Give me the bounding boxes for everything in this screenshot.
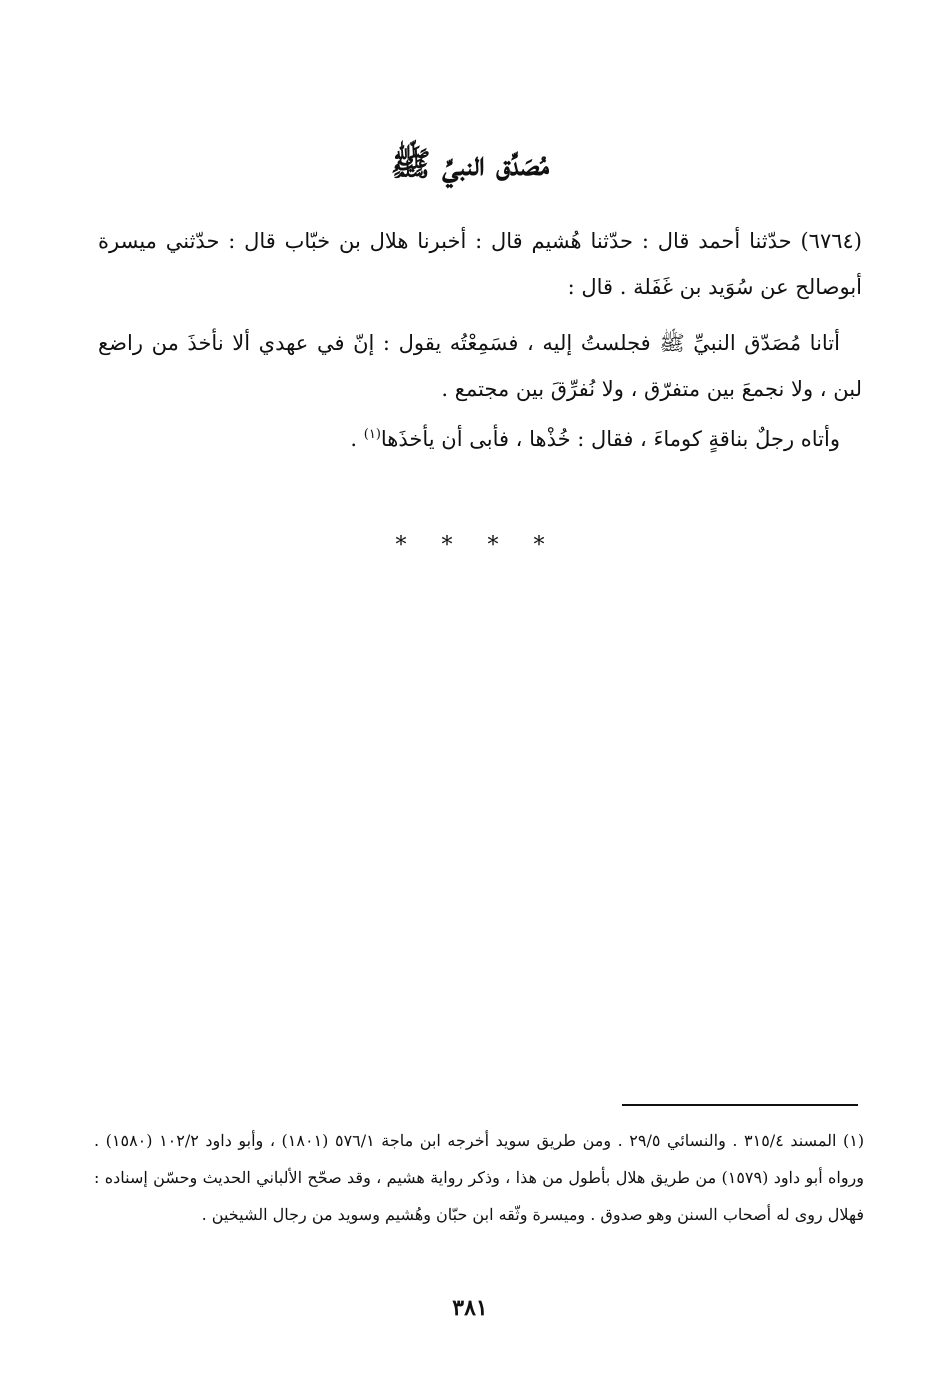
chapter-title: مُصَدِّق النبيِّ ﷺ xyxy=(390,144,550,183)
hadith-paragraph-2-text: وأتاه رجلٌ بناقةٍ كوماءَ ، فقال : خُذْها ، فأبى أن يأخذَها xyxy=(380,427,840,451)
section-separator xyxy=(0,528,940,564)
page-number: ٣٨١ xyxy=(452,1295,488,1321)
hadith-paragraph-2-end: . xyxy=(350,427,364,451)
separator-star: * xyxy=(487,533,499,558)
hadith-paragraph-2 xyxy=(98,412,862,462)
hadith-paragraph-1: أتانا مُصَدّق النبيِّ ﷺ فجلستُ إليه ، فسَمِعْتُه يقول : إنّ في عهدي ألا نأخذَ من راضع لبن ، ولا نجمعَ بين متفرّق ، ولا نُفرِّقَ بين مجتمع . xyxy=(98,331,862,401)
hadith-isnad: (٦٧٦٤) حدّثنا أحمد قال : حدّثنا هُشيم قال : أخبرنا هلال بن خبّاب قال : حدّثني ميسرة أبوصالح عن سُوَيد بن غَفَلة . قال : xyxy=(98,229,862,299)
footnote-divider xyxy=(622,1104,858,1106)
footnote xyxy=(94,1122,864,1233)
footnote-text: (١) المسند ٣١٥/٤ . والنسائي ٢٩/٥ . ومن طريق سويد أخرجه ابن ماجة ٥٧٦/١ (١٨٠١) ، وأبو داود ١٠٢/٢ (١٥٨٠) . ورواه أبو داود (١٥٧٩) من طريق هلال بأطول من هذا ، وذكر رواية هشيم ، وقد صحّح الألباني الحديث وحسّن إسناده : فهلال روى له أصحاب السنن وهو صدوق . وميسرة وثّقه ابن حبّان وهُشيم وسويد من رجال الشيخين . xyxy=(94,1131,865,1224)
footnote-reference[interactable]: (١) xyxy=(363,427,381,442)
separator-star: * xyxy=(395,533,407,558)
separator-star: * xyxy=(533,533,545,558)
hadith-body xyxy=(98,218,862,462)
separator-star: * xyxy=(441,533,453,558)
